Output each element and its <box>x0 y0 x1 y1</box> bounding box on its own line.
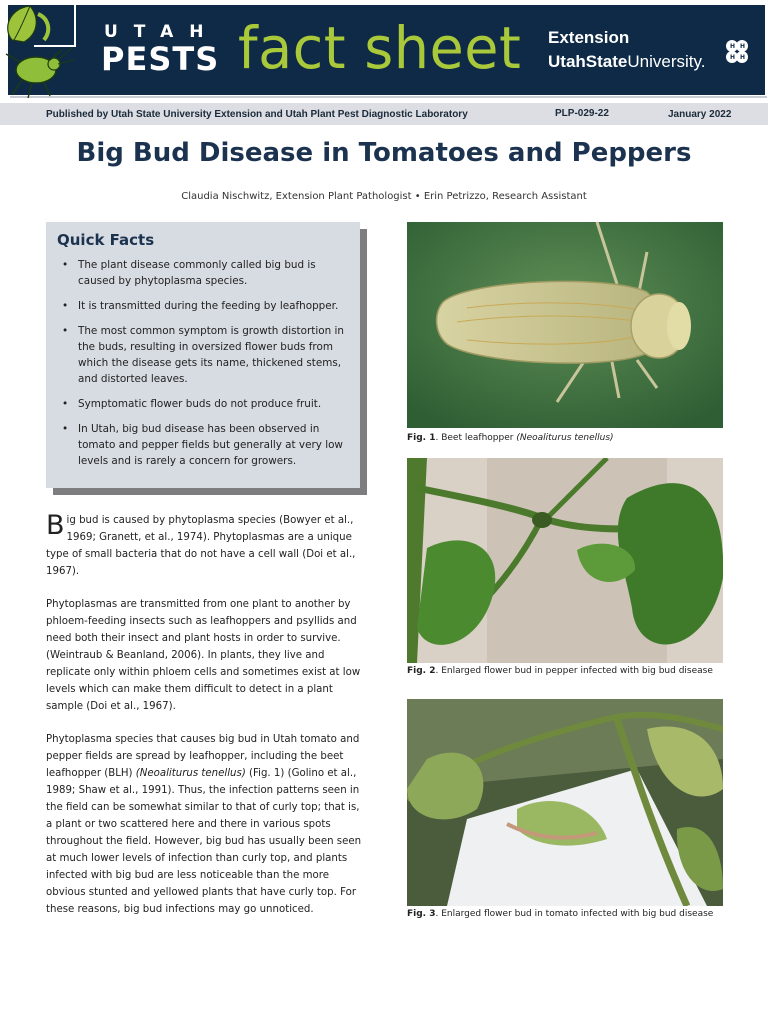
figure-1-text: . Beet leafhopper <box>435 433 517 443</box>
figure-2-text: . Enlarged flower bud in pepper infected with big bud disease <box>435 666 713 676</box>
pepper-bud-image <box>407 458 723 663</box>
published-by: Published by Utah State University Extension and Utah Plant Pest Diagnostic Laboratory <box>46 109 468 120</box>
body-paragraph-1 <box>46 512 362 580</box>
clover-icon <box>722 37 752 67</box>
header-banner <box>0 0 768 100</box>
quick-fact-item: • The most common symptom is growth distortion in the buds, resulting in oversized flower buds from which the disease gets its name, thickened stems, and distorted leaves. <box>60 323 350 387</box>
body-paragraph-3 <box>46 731 362 918</box>
fact-sheet-wordmark: fact sheet <box>238 14 522 82</box>
drop-cap: B <box>46 510 65 541</box>
authors-line: Claudia Nischwitz, Extension Plant Pathologist • Erin Petrizzo, Research Assistant <box>181 191 587 202</box>
quick-fact-item: • Symptomatic flower buds do not produce fruit. <box>60 396 350 412</box>
quick-fact-item: • In Utah, big bud disease has been observed in tomato and pepper fields but generally at very low levels and is rarely a concern for growers. <box>60 421 350 469</box>
publication-date: January 2022 <box>668 109 732 120</box>
figure-2-photo <box>407 458 723 663</box>
figure-1-caption <box>407 433 723 444</box>
extension-label: Extension <box>548 28 630 47</box>
body-species-name: (Neoaliturus tenellus) <box>135 768 246 779</box>
svg-text:H: H <box>740 54 746 61</box>
figure-3-caption <box>407 909 723 920</box>
quick-facts-heading: Quick Facts <box>57 231 155 249</box>
svg-text:H: H <box>730 54 736 61</box>
university-label <box>548 52 705 72</box>
body-paragraph-2: Phytoplasmas are transmitted from one plant to another by phloem-feeding insects such as leafhoppers and psyllids and need both their insect and plant hosts in order to survive. (Weintraub & Beanland, 2006). In plants, they live and replicate only within phloem cells and sometimes exist at low levels which can make them difficult to detect in a plant sample (Doi et al., 1967). <box>46 599 361 712</box>
leafhopper-image <box>407 222 723 428</box>
figure-1-photo <box>407 222 723 428</box>
utah-wordmark: UTAH <box>104 22 220 42</box>
figure-1-label: Fig. 1 <box>407 433 436 443</box>
pests-wordmark: PESTS <box>101 40 220 78</box>
banner-rule <box>10 96 767 98</box>
svg-text:H: H <box>730 43 736 50</box>
university-bold: UtahState <box>548 52 628 71</box>
figure-2-label: Fig. 2 <box>407 666 436 676</box>
figure-3-label: Fig. 3 <box>407 909 436 919</box>
quick-fact-item: • It is transmitted during the feeding by leafhopper. <box>60 298 350 314</box>
figure-2-caption <box>407 666 723 677</box>
body-paragraph-1-text: ig bud is caused by phytoplasma species (Bowyer et al., 1969; Granett, et al., 1974). Phytoplasmas are a unique type of small bacteria that do not have a cell wall (Doi et al., 1967). <box>46 515 356 577</box>
quick-facts-box <box>46 222 360 488</box>
body-paragraph-3-text-b: (Fig. 1) (Golino et al., 1989; Shaw et al., 1991). Thus, the infection patterns seen in the field can be somewhat similar to that of curly top; that is, a plant or two scattered here and there in various spots throughout the field. However, big bud has usually been seen at much lower levels of infection than curly top, and plants infected with big bud are less noticeable than the more obvious stunted and yellowed plants that have curly top. For these reasons, big bud infections may go unnoticed. <box>46 768 362 915</box>
university-rest: University. <box>627 52 706 71</box>
figure-1-species: (Neoaliturus tenellus) <box>516 433 614 443</box>
publication-code: PLP-029-22 <box>555 108 609 119</box>
bug-logo-icon <box>0 0 100 100</box>
body-paragraph-3-text-a: Phytoplasma species that causes big bud in Utah tomato and pepper fields are spread by leafhopper, including the beet leafhopper (BLH) <box>46 734 360 779</box>
tomato-bud-image <box>407 699 723 906</box>
svg-text:H: H <box>740 43 746 50</box>
figure-3-photo <box>407 699 723 906</box>
figure-3-text: . Enlarged flower bud in tomato infected with big bud disease <box>435 909 714 919</box>
quick-fact-item: • The plant disease commonly called big bud is caused by phytoplasma species. <box>60 257 350 289</box>
page-title: Big Bud Disease in Tomatoes and Peppers <box>76 138 692 168</box>
quick-facts-list <box>60 257 350 478</box>
